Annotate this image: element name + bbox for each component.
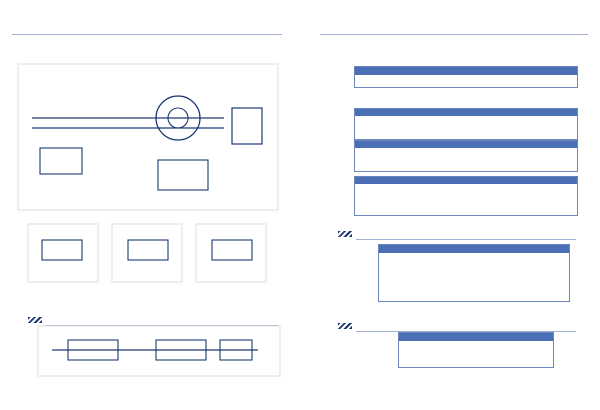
header-rule-left <box>12 34 282 35</box>
dimension-table-3 <box>354 176 578 216</box>
dimension-table-2 <box>354 140 578 172</box>
section-bar-right-2 <box>338 320 576 332</box>
header-rule-right <box>320 34 588 35</box>
section-bar-right-1 <box>338 228 576 240</box>
main-drawing <box>12 56 284 216</box>
dimension-table-1 <box>354 108 578 140</box>
joint-drawings <box>24 220 270 288</box>
lower-drawing <box>34 322 284 380</box>
front-joint-table <box>378 244 570 302</box>
limit-switch-table <box>398 332 554 368</box>
stroke-table <box>354 66 578 88</box>
